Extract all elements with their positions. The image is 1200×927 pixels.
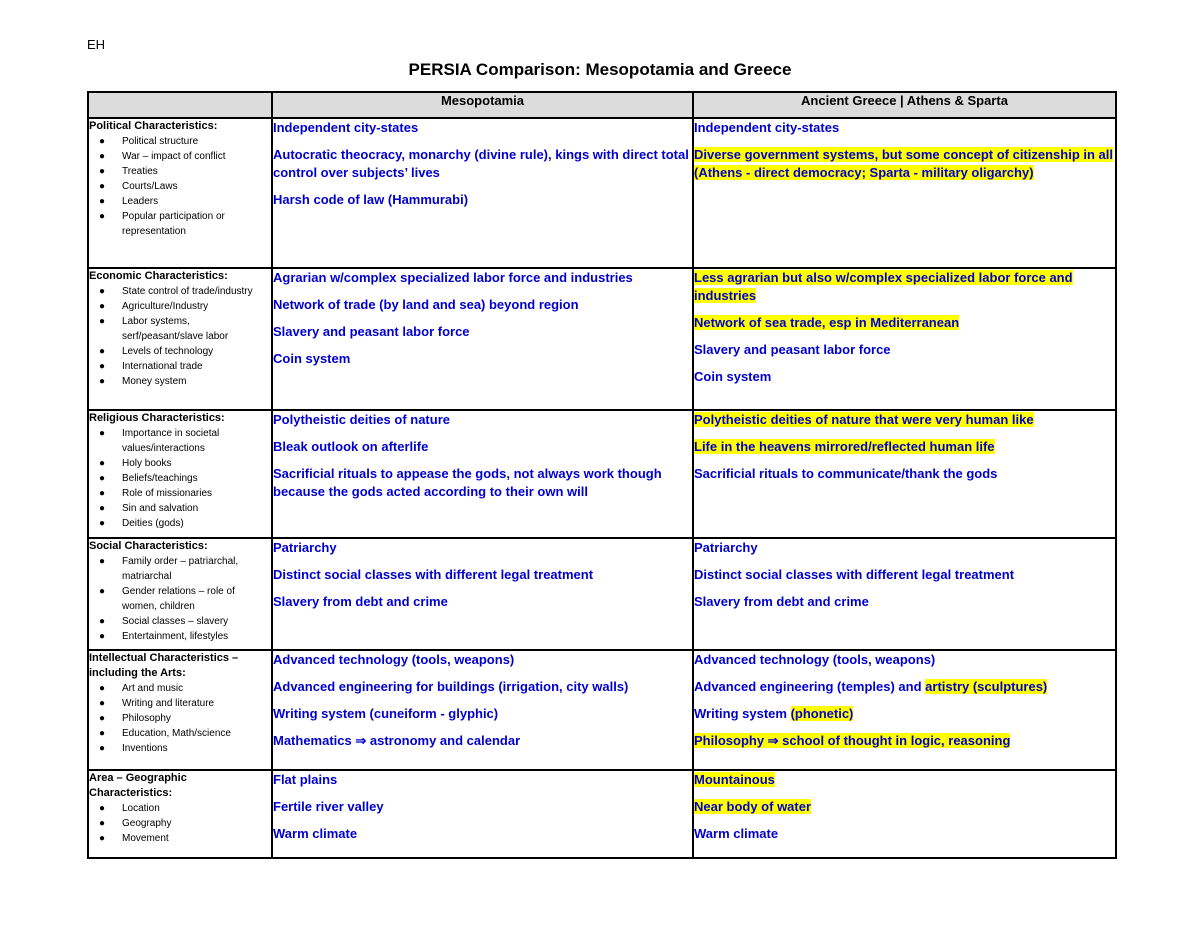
category-bullet	[89, 179, 271, 194]
bullet-icon: ●	[99, 683, 106, 694]
mesopotamia-entry	[273, 411, 692, 429]
bullet-icon: ●	[99, 316, 106, 327]
bullet-icon: ●	[99, 631, 106, 642]
greece-entry	[694, 411, 1115, 429]
mesopotamia-entry	[273, 651, 692, 669]
greece-cell	[693, 770, 1116, 858]
category-bullet	[89, 711, 271, 726]
entry-text: Independent city-states	[694, 120, 840, 135]
highlighted-text: Philosophy ⇒ school of thought in logic, reasoning	[694, 733, 1011, 748]
entry-text: Mathematics ⇒ astronomy and calendar	[273, 733, 521, 748]
highlighted-text: Diverse government systems, but some concept of citizenship in all (Athens - direct democracy; Sparta - military oligarchy)	[694, 147, 1114, 180]
bullet-text: Writing and literature	[122, 698, 215, 709]
category-bullet	[89, 314, 271, 344]
greece-entry	[694, 341, 1115, 359]
bullet-icon: ●	[99, 713, 106, 724]
greece-entry	[694, 651, 1115, 669]
category-cell	[88, 410, 272, 538]
bullet-text: Popular participation or representation	[122, 211, 225, 237]
entry-text: Warm climate	[273, 826, 358, 841]
category-bullet	[89, 486, 271, 501]
greece-entry	[694, 146, 1115, 182]
bullet-icon: ●	[99, 503, 106, 514]
greece-entry	[694, 368, 1115, 386]
entry-text: Network of trade (by land and sea) beyond region	[273, 297, 579, 312]
bullet-text: Inventions	[122, 743, 168, 754]
table-row	[88, 410, 1116, 538]
category-bullet-list	[89, 284, 271, 389]
entry-text: Advanced technology (tools, weapons)	[273, 652, 515, 667]
bullet-icon: ●	[99, 818, 106, 829]
mesopotamia-cell	[272, 118, 693, 268]
greece-entry	[694, 732, 1115, 750]
category-cell	[88, 118, 272, 268]
category-bullet	[89, 831, 271, 846]
greece-cell	[693, 538, 1116, 650]
header-greece: Ancient Greece | Athens & Sparta	[693, 92, 1116, 118]
mesopotamia-entry	[273, 678, 692, 696]
greece-entry	[694, 119, 1115, 137]
bullet-icon: ●	[99, 518, 106, 529]
bullet-text: Social classes – slavery	[122, 616, 229, 627]
bullet-icon: ●	[99, 473, 106, 484]
entry-text: Sacrificial rituals to appease the gods, not always work though because the gods acted according to their own will	[273, 466, 662, 499]
category-bullet	[89, 149, 271, 164]
mesopotamia-entry	[273, 296, 692, 314]
mesopotamia-cell	[272, 268, 693, 410]
bullet-icon: ●	[99, 286, 106, 297]
entry-text: Harsh code of law (Hammurabi)	[273, 192, 469, 207]
category-bullet-list	[89, 134, 271, 239]
mesopotamia-entry	[273, 465, 692, 501]
entry-text: Slavery and peasant labor force	[273, 324, 470, 339]
entry-text: Fertile river valley	[273, 799, 384, 814]
highlighted-text: Network of sea trade, esp in Mediterranean	[694, 315, 960, 330]
bullet-text: Art and music	[122, 683, 184, 694]
table-row	[88, 650, 1116, 770]
bullet-icon: ●	[99, 458, 106, 469]
entry-text: Patriarchy	[694, 540, 758, 555]
bullet-icon: ●	[99, 728, 106, 739]
greece-entry	[694, 438, 1115, 456]
category-title: Intellectual Characteristics – including the Arts:	[89, 652, 239, 679]
category-bullet	[89, 284, 271, 299]
category-bullet	[89, 629, 271, 644]
bullet-text: Movement	[122, 833, 169, 844]
category-bullet	[89, 741, 271, 756]
entry-text: Coin system	[273, 351, 351, 366]
category-bullet	[89, 456, 271, 471]
category-cell	[88, 538, 272, 650]
bullet-text: Sin and salvation	[122, 503, 199, 514]
entry-text: Warm climate	[694, 826, 779, 841]
category-bullet	[89, 209, 271, 239]
category-title: Political Characteristics:	[89, 120, 218, 132]
mesopotamia-cell	[272, 410, 693, 538]
mesopotamia-entry	[273, 119, 692, 137]
greece-cell	[693, 118, 1116, 268]
entry-text: Sacrificial rituals to communicate/thank the gods	[694, 466, 998, 481]
mesopotamia-cell	[272, 770, 693, 858]
comparison-table	[87, 91, 1117, 859]
entry-text: Distinct social classes with different legal treatment	[694, 567, 1015, 582]
greece-entry	[694, 566, 1115, 584]
table-row	[88, 268, 1116, 410]
header-category	[88, 92, 272, 118]
bullet-text: Geography	[122, 818, 172, 829]
entry-text: Bleak outlook on afterlife	[273, 439, 429, 454]
mesopotamia-entry	[273, 539, 692, 557]
header-mesopotamia: Mesopotamia	[272, 92, 693, 118]
bullet-icon: ●	[99, 803, 106, 814]
entry-text: Agrarian w/complex specialized labor force and industries	[273, 270, 633, 285]
highlighted-text: artistry (sculptures)	[925, 679, 1048, 694]
bullet-text: Agriculture/Industry	[122, 301, 209, 312]
category-bullet	[89, 816, 271, 831]
category-cell	[88, 268, 272, 410]
highlighted-text: Mountainous	[694, 772, 775, 787]
bullet-text: Treaties	[122, 166, 158, 177]
category-bullet-list	[89, 426, 271, 531]
bullet-text: Family order – patriarchal, matriarchal	[122, 556, 239, 582]
greece-entry	[694, 269, 1115, 305]
mesopotamia-entry	[273, 146, 692, 182]
bullet-text: Location	[122, 803, 160, 814]
category-cell	[88, 770, 272, 858]
category-title: Social Characteristics:	[89, 540, 208, 552]
category-bullet-list	[89, 681, 271, 756]
entry-text: Distinct social classes with different legal treatment	[273, 567, 594, 582]
table-row	[88, 538, 1116, 650]
entry-text: Slavery from debt and crime	[273, 594, 448, 609]
entry-text: Advanced engineering (temples) and	[694, 679, 926, 694]
bullet-text: Education, Math/science	[122, 728, 231, 739]
highlighted-text: Near body of water	[694, 799, 812, 814]
category-bullet	[89, 726, 271, 741]
bullet-text: Levels of technology	[122, 346, 214, 357]
bullet-icon: ●	[99, 428, 106, 439]
category-bullet	[89, 194, 271, 209]
greece-entry	[694, 798, 1115, 816]
bullet-icon: ●	[99, 616, 106, 627]
category-bullet	[89, 696, 271, 711]
bullet-text: Courts/Laws	[122, 181, 178, 192]
category-bullet	[89, 359, 271, 374]
bullet-text: Entertainment, lifestyles	[122, 631, 229, 642]
entry-text: Writing system	[694, 706, 791, 721]
greece-cell	[693, 268, 1116, 410]
category-bullet	[89, 501, 271, 516]
bullet-text: Gender relations – role of women, children	[122, 586, 235, 612]
mesopotamia-entry	[273, 350, 692, 368]
bullet-icon: ●	[99, 743, 106, 754]
author-initials: EH	[87, 37, 106, 52]
entry-text: Independent city-states	[273, 120, 419, 135]
mesopotamia-entry	[273, 798, 692, 816]
bullet-text: Holy books	[122, 458, 172, 469]
entry-text: Flat plains	[273, 772, 338, 787]
category-bullet	[89, 554, 271, 584]
category-bullet	[89, 614, 271, 629]
mesopotamia-entry	[273, 732, 692, 750]
greece-cell	[693, 650, 1116, 770]
bullet-text: Leaders	[122, 196, 159, 207]
table-row	[88, 118, 1116, 268]
bullet-text: Importance in societal values/interactions	[122, 428, 220, 454]
mesopotamia-entry	[273, 825, 692, 843]
bullet-icon: ●	[99, 301, 106, 312]
category-title: Religious Characteristics:	[89, 412, 225, 424]
entry-text: Coin system	[694, 369, 772, 384]
mesopotamia-entry	[273, 593, 692, 611]
greece-entry	[694, 539, 1115, 557]
bullet-icon: ●	[99, 196, 106, 207]
mesopotamia-entry	[273, 323, 692, 341]
highlighted-text: Less agrarian but also w/complex specialized labor force and industries	[694, 270, 1073, 303]
bullet-icon: ●	[99, 211, 106, 222]
category-bullet	[89, 584, 271, 614]
bullet-icon: ●	[99, 136, 106, 147]
page-title: PERSIA Comparison: Mesopotamia and Greece	[408, 60, 792, 79]
bullet-icon: ●	[99, 586, 106, 597]
bullet-text: Labor systems, serf/peasant/slave labor	[122, 316, 229, 342]
greece-entry	[694, 465, 1115, 483]
greece-entry	[694, 314, 1115, 332]
highlighted-text: (phonetic)	[790, 706, 854, 721]
bullet-icon: ●	[99, 181, 106, 192]
mesopotamia-entry	[273, 191, 692, 209]
bullet-text: Money system	[122, 376, 187, 387]
category-title: Area – Geographic Characteristics:	[89, 772, 187, 799]
category-bullet-list	[89, 801, 271, 846]
entry-text: Advanced technology (tools, weapons)	[694, 652, 936, 667]
bullet-icon: ●	[99, 361, 106, 372]
category-bullet-list	[89, 554, 271, 644]
bullet-text: International trade	[122, 361, 203, 372]
bullet-text: Beliefs/teachings	[122, 473, 198, 484]
category-bullet	[89, 164, 271, 179]
greece-entry	[694, 771, 1115, 789]
bullet-icon: ●	[99, 166, 106, 177]
bullet-text: Philosophy	[122, 713, 171, 724]
mesopotamia-entry	[273, 705, 692, 723]
entry-text: Slavery from debt and crime	[694, 594, 869, 609]
category-bullet	[89, 134, 271, 149]
bullet-text: Deities (gods)	[122, 518, 184, 529]
category-bullet	[89, 426, 271, 456]
mesopotamia-cell	[272, 538, 693, 650]
category-bullet	[89, 299, 271, 314]
category-bullet	[89, 374, 271, 389]
bullet-text: Role of missionaries	[122, 488, 213, 499]
greece-cell	[693, 410, 1116, 538]
table-header-row	[88, 92, 1116, 118]
bullet-icon: ●	[99, 151, 106, 162]
greece-entry	[694, 593, 1115, 611]
entry-text: Autocratic theocracy, monarchy (divine rule), kings with direct total control over subjects’ lives	[273, 147, 689, 180]
bullet-icon: ●	[99, 698, 106, 709]
bullet-text: State control of trade/industry	[122, 286, 253, 297]
bullet-icon: ●	[99, 346, 106, 357]
bullet-text: War – impact of conflict	[122, 151, 226, 162]
category-cell	[88, 650, 272, 770]
bullet-icon: ●	[99, 833, 106, 844]
greece-entry	[694, 705, 1115, 723]
bullet-icon: ●	[99, 376, 106, 387]
category-bullet	[89, 801, 271, 816]
category-bullet	[89, 471, 271, 486]
greece-entry	[694, 825, 1115, 843]
entry-text: Writing system (cuneiform - glyphic)	[273, 706, 499, 721]
mesopotamia-entry	[273, 269, 692, 287]
mesopotamia-entry	[273, 566, 692, 584]
category-bullet	[89, 516, 271, 531]
bullet-icon: ●	[99, 488, 106, 499]
entry-text: Polytheistic deities of nature	[273, 412, 450, 427]
greece-entry	[694, 678, 1115, 696]
bullet-text: Political structure	[122, 136, 199, 147]
mesopotamia-entry	[273, 438, 692, 456]
entry-text: Slavery and peasant labor force	[694, 342, 891, 357]
mesopotamia-cell	[272, 650, 693, 770]
highlighted-text: Life in the heavens mirrored/reflected human life	[694, 439, 995, 454]
highlighted-text: Polytheistic deities of nature that were very human like	[694, 412, 1034, 427]
mesopotamia-entry	[273, 771, 692, 789]
category-bullet	[89, 344, 271, 359]
category-bullet	[89, 681, 271, 696]
entry-text: Advanced engineering for buildings (irrigation, city walls)	[273, 679, 629, 694]
entry-text: Patriarchy	[273, 540, 337, 555]
bullet-icon: ●	[99, 556, 106, 567]
table-row	[88, 770, 1116, 858]
category-title: Economic Characteristics:	[89, 270, 228, 282]
